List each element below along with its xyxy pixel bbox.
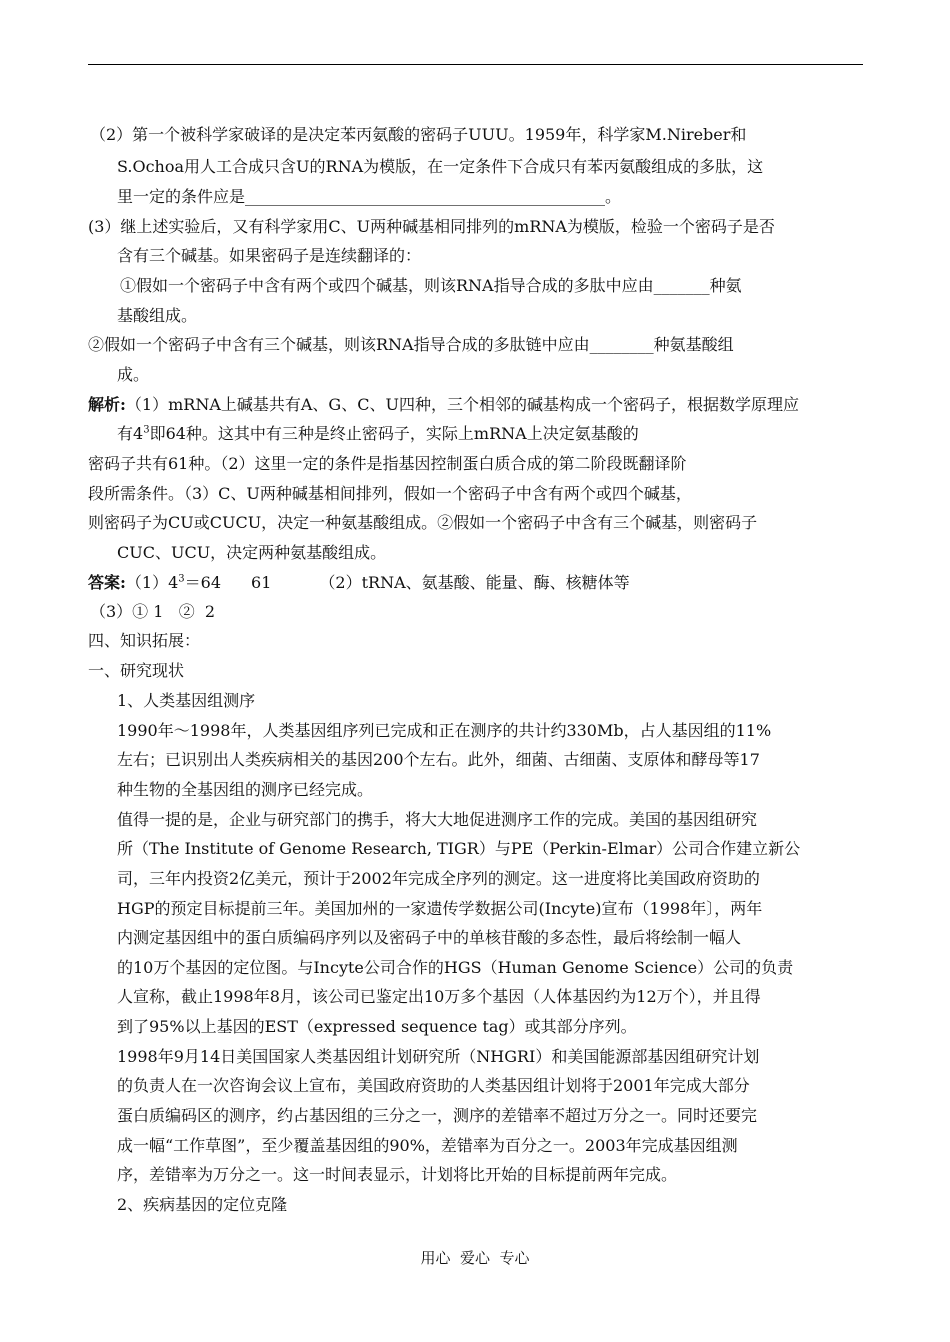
para1-line: 左右；已识别出人类疾病相关的基因200个左右。此外，细菌、古细菌、支原体和酵母等17 bbox=[117, 750, 760, 769]
header-rule bbox=[88, 64, 863, 65]
q2-line2: S.Ochoa用人工合成只含U的RNA为模版，在一定条件下合成只有苯丙氨酸组成的多肽，这 bbox=[117, 157, 764, 176]
para1-line: 1990年～1998年，人类基因组序列已完成和正在测序的共计约330Mb，占人基因组的11% bbox=[117, 721, 772, 740]
analysis-line1 bbox=[88, 395, 799, 415]
para3-line: 成一幅“工作草图”，至少覆盖基因组的90%，差错率为百分之一。2003年完成基因组测 bbox=[117, 1136, 738, 1155]
q2-line3-text: 里一定的条件应是 bbox=[117, 187, 246, 206]
section-4-heading: 四、知识拓展： bbox=[88, 631, 201, 650]
analysis-line2 bbox=[117, 424, 639, 444]
para3-line: 序，差错率为万分之一。这一时间表显示，计划将比开始的目标提前两年完成。 bbox=[117, 1165, 678, 1184]
analysis-line2-b: 即64种。这其中有三种是终止密码子，实际上mRNA上决定氨基酸的 bbox=[149, 424, 639, 443]
para2-line: 内测定基因组中的蛋白质编码序列以及密码子中的单核苷酸的多态性，最后将绘制一幅人 bbox=[117, 928, 742, 947]
subsection-2-heading: 2、疾病基因的定位克隆 bbox=[117, 1195, 288, 1214]
analysis-text-1: （1）mRNA上碱基共有A、G、C、U四种，三个相邻的碱基构成一个密码子，根据数学原理应 bbox=[125, 395, 799, 414]
para2-line: 司，三年内投资2亿美元，预计于2002年完成全序列的测定。这一进度将比美国政府资助的 bbox=[117, 869, 760, 888]
para2-line: 所（The Institute of Genome Research, TIGR）与PE（Perkin-Elmar）公司合作建立新公 bbox=[117, 839, 801, 858]
analysis-line4: 段所需条件。（3）C、U两种碱基相间排列，假如一个密码子中含有两个或四个碱基， bbox=[88, 484, 692, 503]
answer-part2: （2）tRNA、氨基酸、能量、酶、核糖体等 bbox=[319, 573, 630, 592]
para1-line: 种生物的全基因组的测序已经完成。 bbox=[117, 780, 374, 799]
q3-option1-line2: 基酸组成。 bbox=[117, 306, 198, 325]
q2-line3 bbox=[117, 187, 621, 207]
answer-part1-b: ＝64 bbox=[184, 573, 222, 592]
answer-part1-c: 61 bbox=[251, 573, 272, 592]
para3-line: 1998年9月14日美国国家人类基因组计划研究所（NHGRI）和美国能源部基因组研究计划 bbox=[117, 1047, 760, 1066]
q3-option2-line1: ②假如一个密码子中含有三个碱基，则该RNA指导合成的多肽链中应由________种氨基酸组 bbox=[88, 335, 734, 354]
subsection-1-heading: 1、人类基因组测序 bbox=[117, 691, 256, 710]
para2-line: 的10万个基因的定位图。与Incyte公司合作的HGS（Human Genome Science）公司的负责 bbox=[117, 958, 794, 977]
answer-label: 答案: bbox=[88, 573, 126, 592]
analysis-line2-a: 有4 bbox=[117, 424, 144, 443]
answer-part1-a: （1）4 bbox=[125, 573, 179, 592]
page-footer: 用心 爱心 专心 bbox=[420, 1249, 530, 1267]
para2-line: 值得一提的是，企业与研究部门的携手，将大大地促进测序工作的完成。美国的基因组研究 bbox=[117, 810, 758, 829]
para3-line: 蛋白质编码区的测序，约占基因组的三分之一，测序的差错率不超过万分之一。同时还要完 bbox=[117, 1106, 758, 1125]
analysis-line6: CUC、UCU，决定两种氨基酸组成。 bbox=[117, 543, 387, 562]
answer-part1-sup: 3 bbox=[178, 573, 185, 585]
q3-option1-line1: ①假如一个密码子中含有两个或四个碱基，则该RNA指导合成的多肽中应由_______种氨 bbox=[120, 276, 742, 295]
analysis-line3: 密码子共有61种。（2）这里一定的条件是指基因控制蛋白质合成的第二阶段既翻译阶 bbox=[88, 454, 687, 473]
para2-line: 到了95%以上基因的EST（expressed sequence tag）或其部分序列。 bbox=[117, 1017, 637, 1036]
para2-line: HGP的预定目标提前三年。美国加州的一家遗传学数据公司(Incyte)宣布（1998年〕，两年 bbox=[117, 899, 763, 918]
q3-line1: (3）继上述实验后，又有科学家用C、U两种碱基相同排列的mRNA为模版，检验一个密码子是否 bbox=[88, 217, 775, 236]
para3-line: 的负责人在一次咨询会议上宣布，美国政府资助的人类基因组计划将于2001年完成大部分 bbox=[117, 1076, 750, 1095]
q2-answer-blank: _____________________________________________ bbox=[245, 187, 606, 206]
q2-line1: （2）第一个被科学家破译的是决定苯丙氨酸的密码子UUU。1959年，科学家M.Nireber和 bbox=[90, 125, 747, 144]
para2-line: 人宣称，截止1998年8月，该公司已鉴定出10万多个基因（人体基因约为12万个），并且得 bbox=[117, 987, 761, 1006]
section-1-heading: 一、研究现状 bbox=[88, 661, 185, 680]
q2-line3-end: 。 bbox=[605, 187, 622, 206]
q3-line2: 含有三个碱基。如果密码子是连续翻译的： bbox=[117, 246, 422, 265]
answer-line1 bbox=[88, 573, 630, 593]
analysis-line5: 则密码子为CU或CUCU，决定一种氨基酸组成。②假如一个密码子中含有三个碱基，则密码子 bbox=[88, 513, 758, 532]
analysis-line2-sup: 3 bbox=[143, 424, 150, 436]
answer-line2: （3）① 1 ② 2 bbox=[90, 602, 216, 621]
analysis-label: 解析: bbox=[88, 395, 126, 414]
q3-option2-line2: 成。 bbox=[117, 365, 150, 384]
